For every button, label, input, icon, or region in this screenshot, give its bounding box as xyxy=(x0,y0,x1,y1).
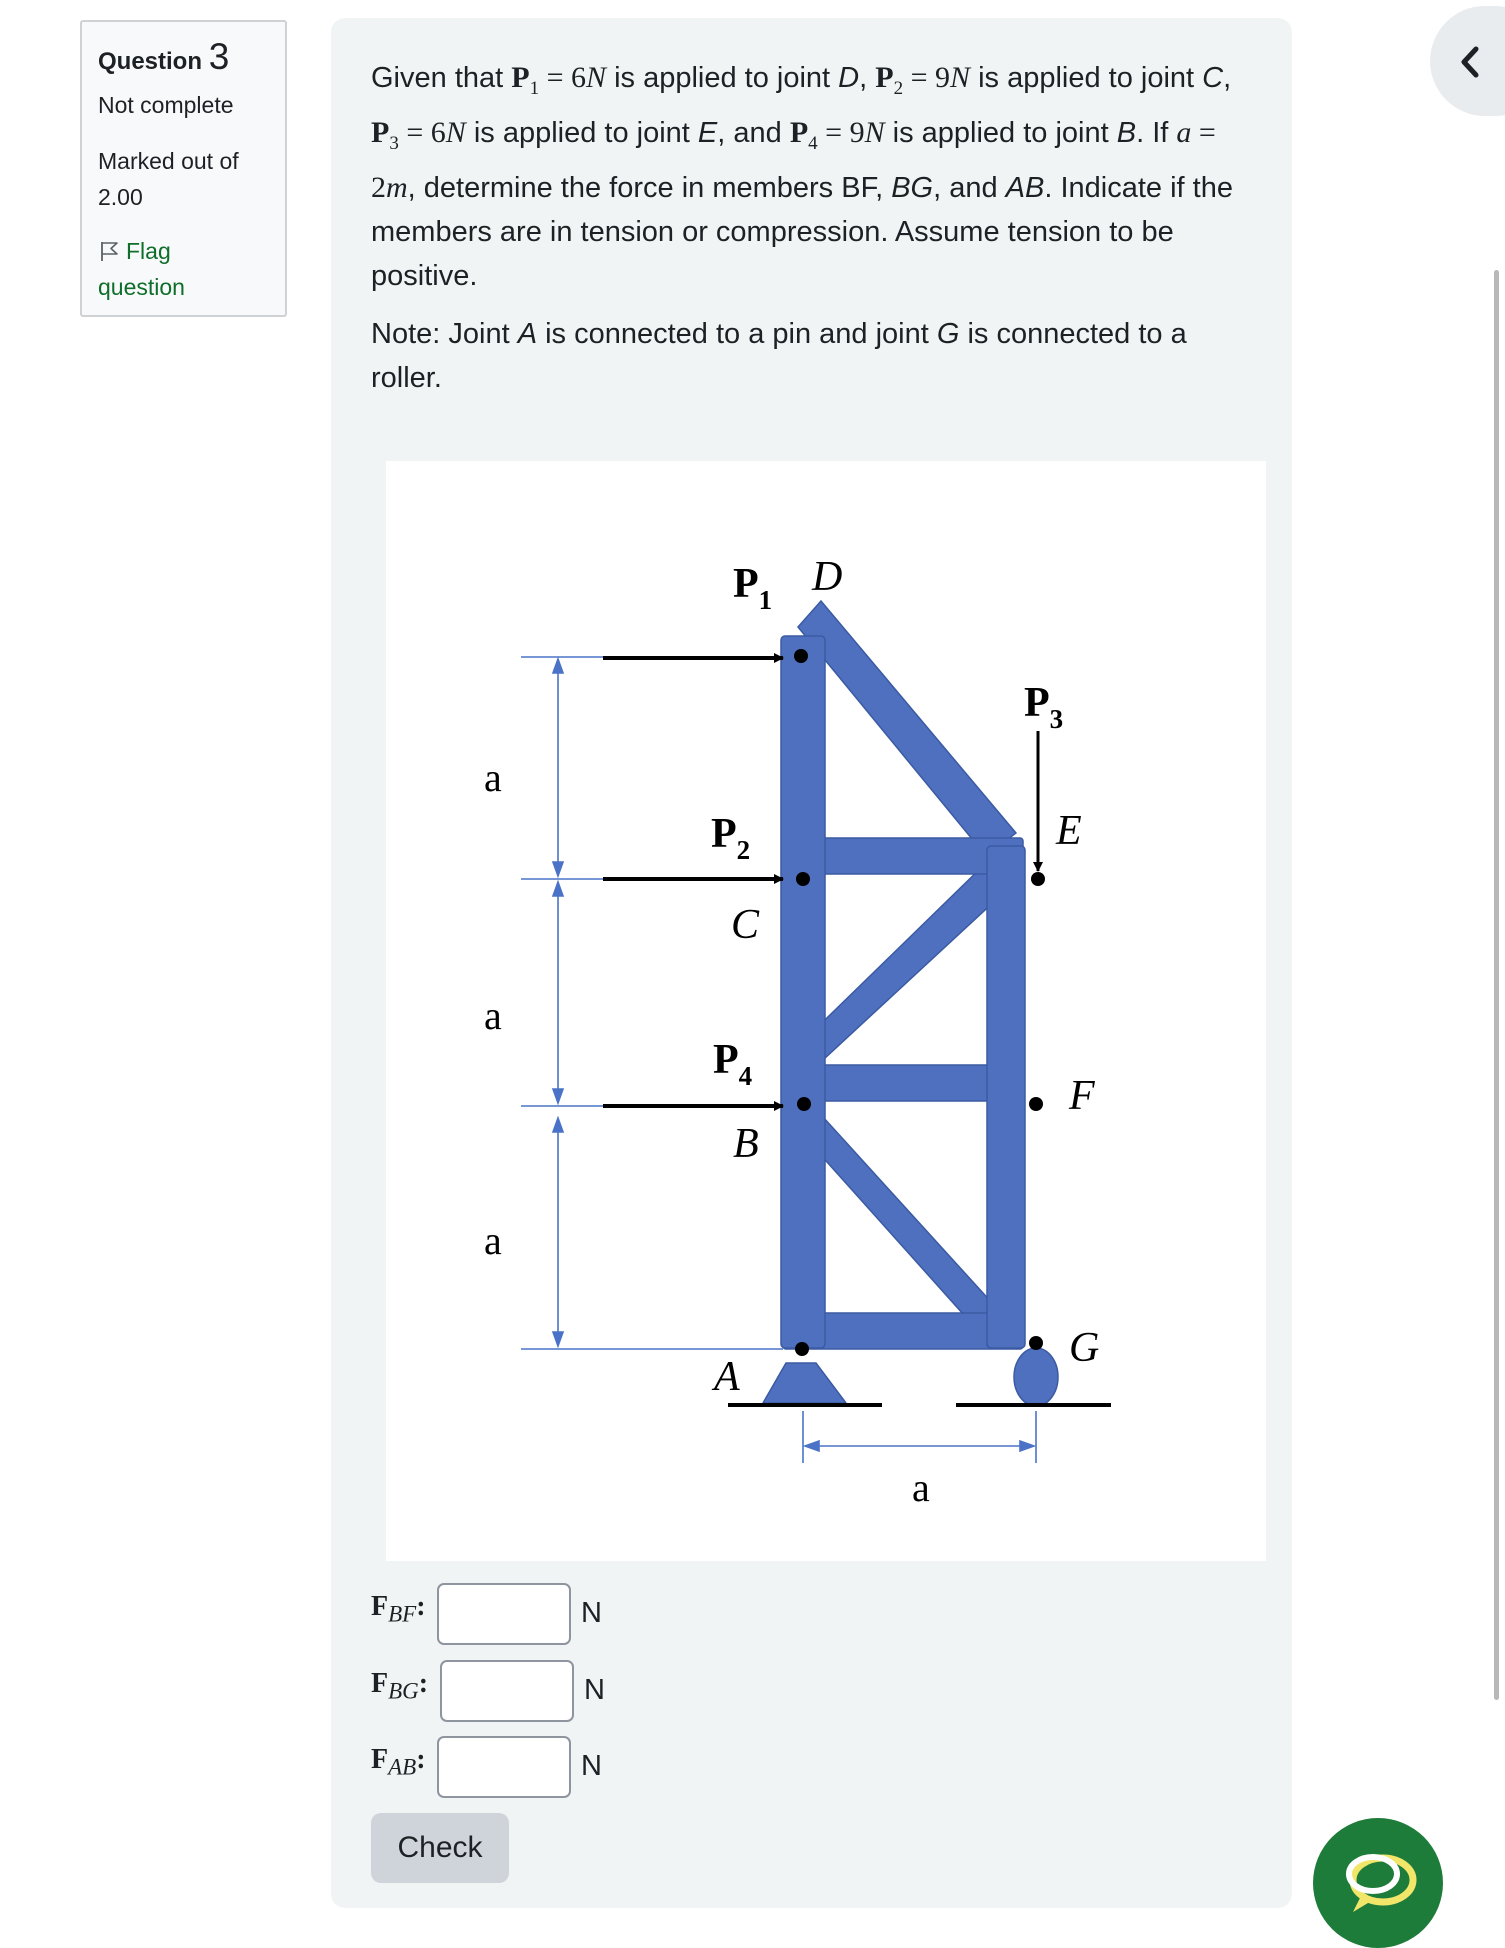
math-unit: N xyxy=(445,116,466,149)
answer-label-symbol: F xyxy=(371,1668,389,1699)
label-p1-subscript: 1 xyxy=(758,585,773,615)
answer-label-symbol: F xyxy=(371,1744,389,1775)
question-state: Not complete xyxy=(98,92,234,118)
grade-value: 2.00 xyxy=(98,184,143,210)
math-value: = 2 xyxy=(371,116,1216,204)
answer-label-colon: : xyxy=(416,1744,426,1775)
answer-row-ab xyxy=(371,1736,671,1798)
text-segment: is connected to a roller. xyxy=(371,318,1187,394)
drawer-toggle-button[interactable] xyxy=(1430,6,1505,116)
question-info xyxy=(80,20,287,317)
joint-c-dot xyxy=(796,872,810,886)
question-heading: Question xyxy=(98,48,203,75)
label-p2-symbol: P xyxy=(711,811,737,857)
truss-figure xyxy=(386,461,1266,1561)
joint-d-dot xyxy=(794,649,808,663)
joint-ref: D xyxy=(838,62,860,94)
answer-row-bg xyxy=(371,1660,671,1722)
question-paragraph xyxy=(371,56,1261,298)
pin-support xyxy=(763,1363,846,1403)
force-bf-input[interactable] xyxy=(437,1583,571,1645)
math-symbol: a xyxy=(1176,116,1192,149)
answer-label-colon: : xyxy=(416,1591,426,1622)
label-dim-a-horiz: a xyxy=(912,1465,930,1510)
label-dim-a-1: a xyxy=(484,755,502,800)
force-bg-input[interactable] xyxy=(440,1660,574,1722)
math-p2 xyxy=(875,61,971,99)
math-value: = 9 xyxy=(903,61,950,94)
answer-label-bf xyxy=(371,1591,426,1628)
force-ab-input[interactable] xyxy=(437,1736,571,1798)
label-dim-a-3: a xyxy=(484,1218,502,1263)
question-content xyxy=(331,18,1292,1908)
grade-label: Marked out of xyxy=(98,148,239,174)
check-button[interactable]: Check xyxy=(371,1813,509,1883)
math-subscript: 4 xyxy=(808,133,818,154)
label-d: D xyxy=(812,554,843,600)
dimension-arrowhead xyxy=(805,1441,819,1451)
label-f: F xyxy=(1069,1073,1095,1119)
math-unit: m xyxy=(386,171,408,204)
joint-g-dot xyxy=(1029,1336,1043,1350)
dimension-arrowhead xyxy=(553,1089,563,1103)
member-bg xyxy=(793,1106,1013,1343)
math-unit: N xyxy=(950,61,971,94)
math-value: = 9 xyxy=(817,116,865,149)
answer-label-subscript: BG xyxy=(388,1678,419,1704)
math-unit: N xyxy=(864,116,885,149)
dimension-arrowhead xyxy=(553,659,563,673)
math-value: = 6 xyxy=(398,116,446,149)
answer-unit-bf: N xyxy=(581,1597,602,1629)
math-p3 xyxy=(371,116,466,154)
flag-question-link[interactable] xyxy=(98,233,271,305)
text-segment: , and xyxy=(717,117,790,149)
joint-a-dot xyxy=(795,1342,809,1356)
math-p1 xyxy=(511,61,607,99)
label-p1 xyxy=(733,561,772,615)
label-p4 xyxy=(713,1037,752,1091)
label-p4-subscript: 4 xyxy=(738,1061,753,1091)
roller-support xyxy=(1014,1348,1058,1406)
answer-label-subscript: BF xyxy=(388,1601,417,1627)
chat-button[interactable] xyxy=(1313,1818,1443,1948)
math-subscript: 1 xyxy=(529,78,540,99)
answer-unit-ab: N xyxy=(581,1750,602,1782)
joint-ref: G xyxy=(936,318,960,350)
math-subscript: 3 xyxy=(389,133,399,154)
math-value: = 6 xyxy=(539,61,586,94)
label-p3-symbol: P xyxy=(1024,680,1050,726)
label-p3 xyxy=(1024,680,1063,734)
answer-unit-bg: N xyxy=(584,1674,605,1706)
text-segment: . Indicate if the members are in tension or compression. Assume tension to be positive. xyxy=(371,172,1233,292)
answer-label-symbol: F xyxy=(371,1591,389,1622)
dimension-arrowhead xyxy=(553,1118,563,1132)
label-p3-subscript: 3 xyxy=(1049,704,1064,734)
scrollbar[interactable] xyxy=(1494,270,1499,1700)
math-symbol: P xyxy=(875,61,894,94)
text-segment: . If xyxy=(1136,117,1177,149)
math-p4 xyxy=(789,116,885,154)
chat-bubbles-icon xyxy=(1335,1840,1421,1926)
note-paragraph xyxy=(371,312,1261,400)
dimension-arrowhead xyxy=(553,1332,563,1346)
label-p2-subscript: 2 xyxy=(736,835,751,865)
label-b: B xyxy=(733,1121,759,1167)
text-segment: is applied to joint xyxy=(606,62,839,94)
joint-f-dot xyxy=(1029,1097,1043,1111)
text-segment: is applied to joint xyxy=(465,117,698,149)
math-subscript: 2 xyxy=(893,78,904,99)
text-segment: , xyxy=(1223,62,1232,94)
chevron-left-icon xyxy=(1458,44,1482,80)
text-segment: is applied to joint xyxy=(970,62,1203,94)
dimension-arrowhead xyxy=(553,882,563,896)
question-number xyxy=(98,36,271,78)
text-segment: , determine the force in members BF, xyxy=(407,172,892,204)
joint-ref: A xyxy=(517,318,538,350)
math-symbol: P xyxy=(789,116,809,149)
label-a-joint: A xyxy=(714,1354,740,1400)
label-dim-a-2: a xyxy=(484,993,502,1038)
flag-label-2: question xyxy=(98,274,185,300)
question-grade xyxy=(98,143,271,215)
dimension-arrowhead xyxy=(553,862,563,876)
math-symbol: P xyxy=(511,61,530,94)
text-segment: is applied to joint xyxy=(884,117,1117,149)
member-ref: BG xyxy=(891,172,934,204)
answer-label-ab xyxy=(371,1744,426,1781)
label-g: G xyxy=(1069,1325,1100,1371)
member-de xyxy=(798,601,1016,856)
answer-row-bf xyxy=(371,1583,671,1645)
label-p1-symbol: P xyxy=(733,561,759,607)
joint-ref: B xyxy=(1116,117,1137,149)
text-segment: Given that xyxy=(371,62,512,94)
truss-diagram xyxy=(386,461,1266,1561)
joint-b-dot xyxy=(797,1097,811,1111)
text-segment: Note: Joint xyxy=(371,318,518,350)
label-p4-symbol: P xyxy=(713,1037,739,1083)
text-segment: , xyxy=(859,62,876,94)
answer-label-bg xyxy=(371,1668,428,1705)
label-c: C xyxy=(731,902,760,948)
math-unit: N xyxy=(586,61,607,94)
text-segment: , and xyxy=(933,172,1006,204)
dimension-arrowhead xyxy=(1020,1441,1034,1451)
member-ref: AB xyxy=(1005,172,1045,204)
joint-ref: C xyxy=(1202,62,1224,94)
question-text xyxy=(371,56,1261,414)
joint-ref: E xyxy=(697,117,718,149)
member-eg xyxy=(987,846,1025,1348)
answer-label-colon: : xyxy=(418,1668,429,1699)
flag-label-1: Flag xyxy=(126,238,171,264)
label-e: E xyxy=(1056,808,1082,854)
text-segment: is connected to a pin and joint xyxy=(537,318,937,350)
answer-label-subscript: AB xyxy=(388,1754,417,1780)
joint-e-dot xyxy=(1031,872,1045,886)
label-p2 xyxy=(711,811,750,865)
flag-outline-icon xyxy=(98,240,120,262)
member-ad xyxy=(781,636,825,1348)
truss-members xyxy=(781,601,1025,1349)
question-number-value: 3 xyxy=(208,36,230,77)
math-symbol: P xyxy=(371,116,390,149)
